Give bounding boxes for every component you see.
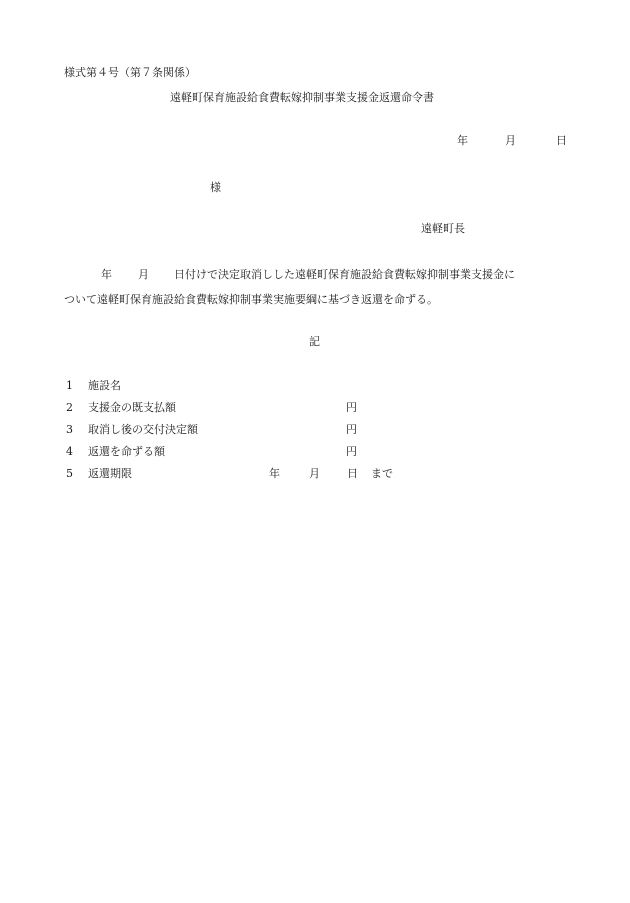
deadline-suffix: まで [371, 467, 393, 480]
body-line-1 [101, 268, 515, 282]
list-item [66, 379, 121, 393]
addressee-suffix: 様 [210, 181, 221, 194]
list-item [66, 467, 132, 481]
list-item [66, 445, 165, 459]
date-month: 月 [505, 134, 516, 147]
item-number: 2 [66, 401, 73, 414]
list-item [66, 423, 198, 437]
deadline-day: 日 [347, 467, 358, 480]
body-line-2: ついて遠軽町保育施設給食費転嫁抑制事業実施要綱に基づき返還を命ずる。 [64, 293, 438, 306]
ki-heading: 記 [309, 335, 320, 348]
deadline [269, 467, 393, 481]
item-label: 支援金の既支払額 [88, 401, 176, 414]
date-line [457, 134, 567, 148]
item-label: 返還期限 [88, 467, 132, 480]
body-month: 月 [138, 268, 149, 281]
item-number: 1 [66, 379, 73, 392]
deadline-year: 年 [269, 467, 280, 480]
item-number: 5 [66, 467, 73, 480]
document-title: 遠軽町保育施設給食費転嫁抑制事業支援金返還命令書 [170, 91, 434, 104]
deadline-month: 月 [309, 467, 320, 480]
issuer: 遠軽町長 [421, 222, 465, 235]
item-label: 返還を命ずる額 [88, 445, 165, 458]
item-value: 円 [346, 445, 357, 458]
item-label: 取消し後の交付決定額 [88, 423, 198, 436]
form-label: 様式第４号（第７条関係） [64, 66, 196, 79]
list-item [66, 401, 176, 415]
body-rest: 日付けで決定取消しした遠軽町保育施設給食費転嫁抑制事業支援金に [174, 268, 515, 281]
date-day: 日 [556, 134, 567, 147]
body-year: 年 [101, 268, 112, 281]
item-number: 3 [66, 423, 73, 436]
item-number: 4 [66, 445, 73, 458]
item-value: 円 [346, 423, 357, 436]
item-value: 円 [346, 401, 357, 414]
item-label: 施設名 [88, 379, 121, 392]
date-year: 年 [457, 134, 468, 147]
